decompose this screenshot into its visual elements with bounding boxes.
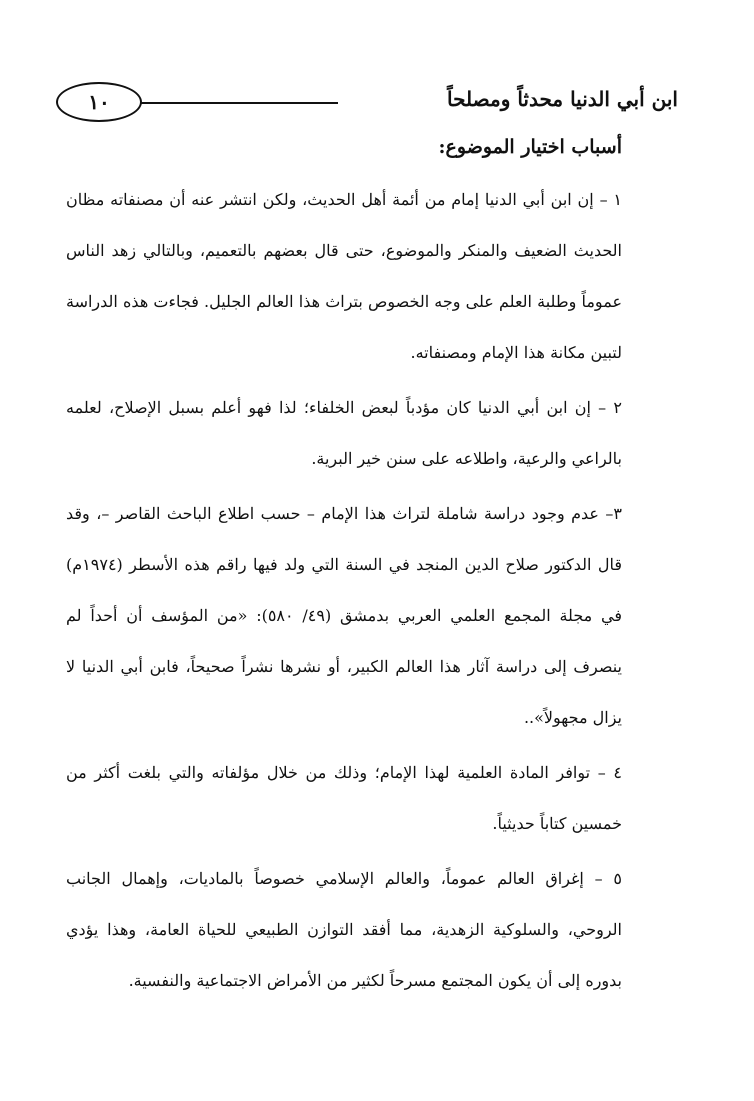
reason-paragraph-2 <box>66 382 622 484</box>
page-body <box>66 128 622 1010</box>
section-heading: أسباب اختيار الموضوع: <box>438 136 622 158</box>
reason-number: ٢ – <box>598 398 622 417</box>
page-number-badge <box>56 82 142 122</box>
reason-number: ٤ – <box>597 763 622 782</box>
reason-text: إن ابن أبي الدنيا إمام من أئمة أهل الحديث، ولكن انتشر عنه أن مصنفاته مظان الحديث الضعيف والمنكر والموضوع، حتى قال بعضهم بالتعميم، وبالتالي زهد الناس عموماً وطلبة العلم على وجه الخصوص بتراث هذا العالم الجليل. فجاءت هذه الدراسة لتبين مكانة هذا الإمام ومصنفاته. <box>66 190 622 362</box>
page-number: ١٠ <box>88 90 110 114</box>
reason-text: توافر المادة العلمية لهذا الإمام؛ وذلك من خلال مؤلفاته والتي بلغت أكثر من خمسين كتاباً حديثياً. <box>66 763 622 833</box>
reason-paragraph-1 <box>66 174 622 378</box>
reason-paragraph-5 <box>66 853 622 1006</box>
reason-paragraph-4 <box>66 747 622 849</box>
reason-text: إن ابن أبي الدنيا كان مؤدباً لبعض الخلفاء؛ لذا فهو أعلم بسبل الإصلاح، لعلمه بالراعي والرعية، واطلاعه على سنن خير البرية. <box>66 398 622 468</box>
reason-number: ٣– <box>605 504 622 523</box>
header-rule <box>140 102 338 104</box>
reason-paragraph-3 <box>66 488 622 743</box>
reason-number: ٥ – <box>594 869 622 888</box>
reason-number: ١ – <box>599 190 622 209</box>
reason-text: إغراق العالم عموماً، والعالم الإسلامي خصوصاً بالماديات، وإهمال الجانب الروحي، والسلوكية الزهدية، مما أفقد التوازن الطبيعي للحياة العامة، وهذا يؤدي بدوره إلى أن يكون المجتمع مسرحاً لكثير من الأمراض الاجتماعية والنفسية. <box>66 869 622 990</box>
page-header <box>56 82 678 126</box>
running-title: ابن أبي الدنيا محدثاً ومصلحاً <box>447 87 678 111</box>
reason-text: عدم وجود دراسة شاملة لتراث هذا الإمام – حسب اطلاع الباحث القاصر –، وقد قال الدكتور صلاح الدين المنجد في السنة التي ولد فيها راقم هذه الأسطر (١٩٧٤م) في مجلة المجمع العلمي العربي بدمشق (٤٩/ ٥٨٠): «من المؤسف أن أحداً لم ينصرف إلى دراسة آثار هذا العالم الكبير، أو نشرها نشراً صحيحاً، فابن أبي الدنيا لا يزال مجهولاً».. <box>66 504 622 727</box>
